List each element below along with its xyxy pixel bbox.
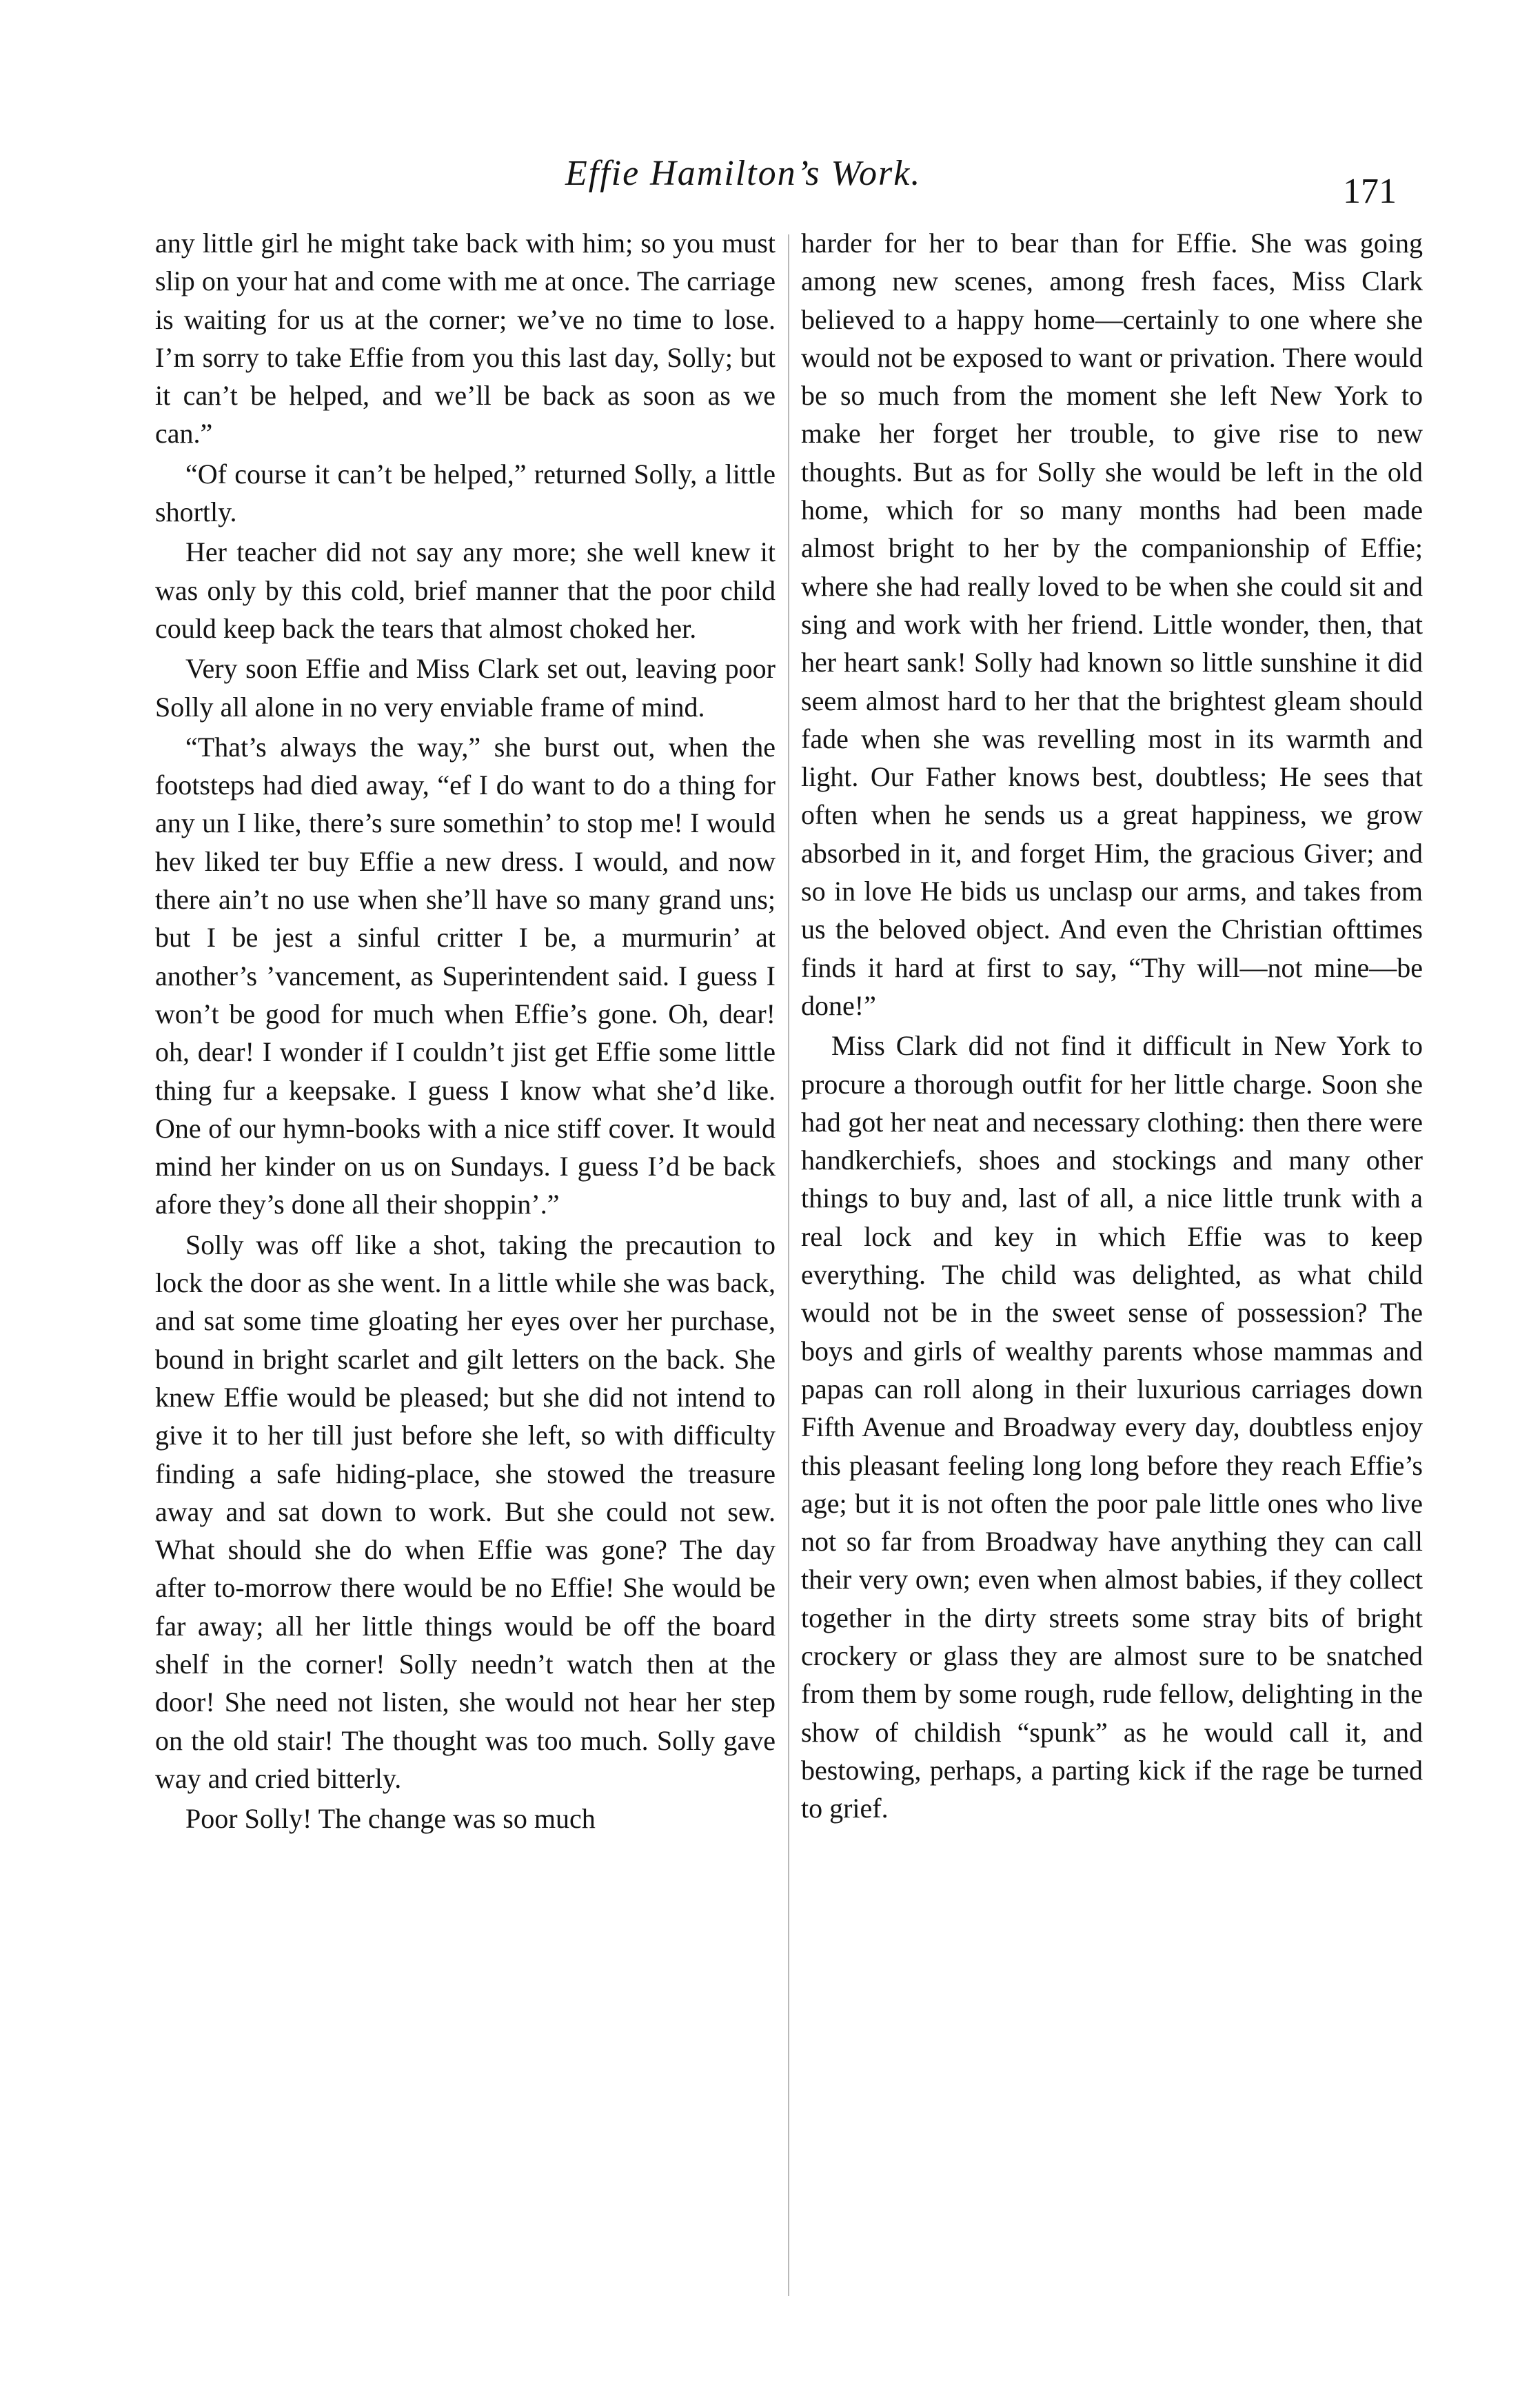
paragraph: Miss Clark did not find it difficult in New York to procure a thorough outfit for her little charge. Soon she had got her neat and necessary clothing: then there were handkerchiefs, shoes and stockings and many other things to buy and, last of all, a nice little trunk with a real lock and key in which Effie was to keep everything. The child was delighted, as what child would not be in the sweet sense of possession? The boys and girls of wealthy parents whose mammas and papas can roll along in their luxurious carriages down Fifth Avenue and Broadway every day, doubtless enjoy this pleasant feeling long long before they reach Effie’s age; but it is not often the poor pale little ones who live not so far from Broadway have anything they can call their very own; even when almost babies, if they collect together in the dirty streets some stray bits of bright crockery or glass they are almost sure to be snatched from them by some rough, rude fellow, delighting in the show of childish “spunk” as he would call it, and bestowing, perhaps, a parting kick if the rage be turned to grief. [801,1030,1423,1824]
paragraph: any little girl he might take back with him; so you must slip on your hat and come with me at once. The carriage is waiting for us at the corner; we’ve no time to lose. I’m sorry to take Effie from you this last day, Solly; but it can’t be helped, and we’ll be back as soon as we can.” [155,228,776,450]
left-column [155,224,776,1840]
paragraph: Very soon Effie and Miss Clark set out, leaving poor Solly all alone in no very enviable frame of mind. [155,653,776,723]
page-number: 171 [1343,172,1397,211]
paragraph: Poor Solly! The change was so much [185,1803,596,1835]
paragraph: “That’s always the way,” she burst out, when the footsteps had died away, “ef I do want to do a thing for any un I like, there’s sure somethin’ to stop me! I would hev liked ter buy Effie a new dress. I would, and now there ain’t no use when she’ll have so many grand uns; but I be jest a sinful critter I be, a murmurin’ at another’s ’vancement, as Superintendent said. I guess I won’t be good for much when Effie’s gone. Oh, dear! oh, dear! I wonder if I couldn’t jist get Effie some little thing fur a keepsake. I guess I know what she’d like. One of our hymn-books with a nice stiff cover. It would mind her kinder on us on Sundays. I guess I’d be back afore they’s done all their shoppin’.” [155,731,776,1220]
right-column [801,224,1423,1829]
paragraph: “Of course it can’t be helped,” returned Solly, a little shortly. [155,458,776,528]
paragraph: harder for her to bear than for Effie. She was going among new scenes, among fresh faces, Miss Clark believed to a happy home—certainly to one where she would not be exposed to want or privation. There would be so much from the moment she left New York to make her forget her trouble, to give rise to new thoughts. But as for Solly she would be left in the old home, which for so many months had been made almost bright to her by the companionship of Effie; where she had really loved to be when she could sit and sing and work with her friend. Little wonder, then, that her heart sank! Solly had known so little sunshine it did seem almost hard to her that the brightest gleam should fade when she was revelling most in its warmth and light. Our Father knows best, doubtless; He sees that often when he sends us a great happiness, we grow absorbed in it, and forget Him, the gracious Giver; and so in love He bids us unclasp our arms, and takes from us the beloved object. And even the Christian ofttimes finds it hard at first to say, “Thy will—not mine—be done!” [801,228,1423,1021]
column-divider [788,234,789,2296]
paragraph: Her teacher did not say any more; she well knew it was only by this cold, brief manner that the poor child could keep back the tears that almost choked her. [155,536,776,644]
paragraph: Solly was off like a shot, taking the precaution to lock the door as she went. In a little while she was back, and sat some time gloating her eyes over her purchase, bound in bright scarlet and gilt letters on the back. She knew Effie would be pleased; but she did not intend to give it to her till just before she left, so with difficulty finding a safe hiding-place, she stowed the treasure away and sat down to work. But she could not sew. What should she do when Effie was gone? The day after to-morrow there would be no Effie! She would be far away; all her little things would be off the board shelf in the corner! Solly needn’t watch then at the door! She need not listen, she would not hear her step on the old stair! The thought was too much. Solly gave way and cried bitterly. [155,1229,776,1794]
running-title: Effie Hamilton’s Work. [565,154,922,193]
